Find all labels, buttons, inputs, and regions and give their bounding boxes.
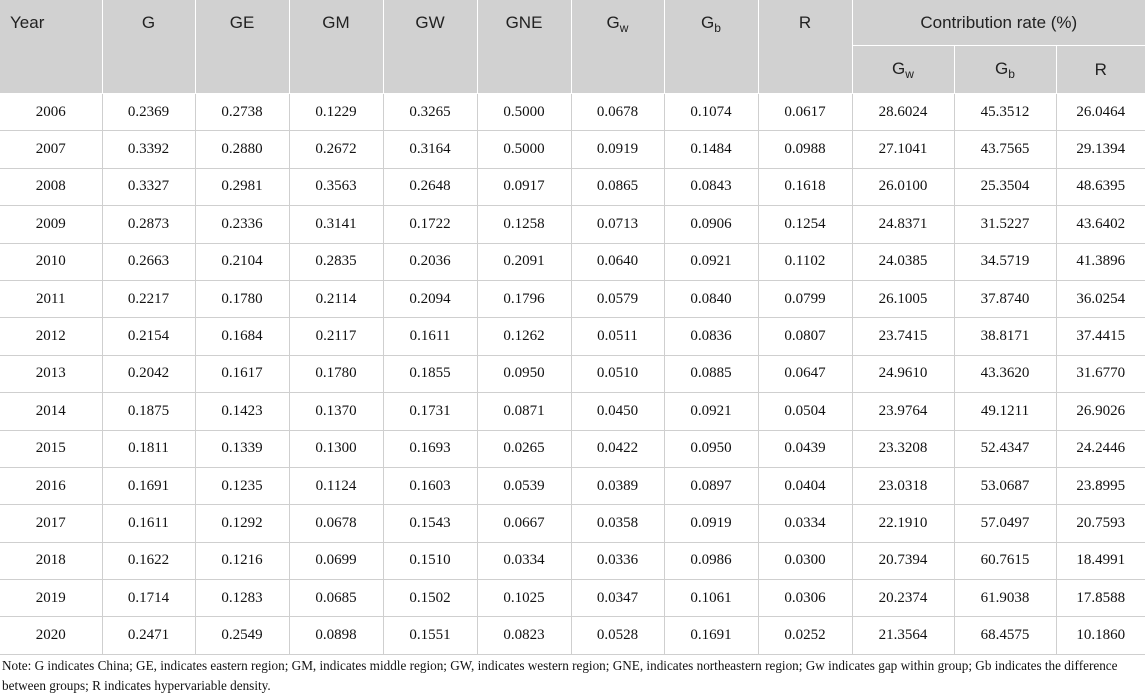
table-cell: 0.0300 (758, 542, 852, 579)
table-cell: 0.2117 (289, 318, 383, 355)
table-cell: 0.0950 (664, 430, 758, 467)
header-contribution-gb: $G_b$ (954, 46, 1056, 94)
row-year-cell: 2007 (0, 131, 102, 168)
header-gb-between: $G_b$ (664, 0, 758, 94)
table-cell: 26.0100 (852, 168, 954, 205)
table-cell: 0.0450 (571, 393, 664, 430)
table-cell: 0.3563 (289, 168, 383, 205)
table-cell: 23.3208 (852, 430, 954, 467)
table-cell: 0.0685 (289, 580, 383, 617)
table-cell: 0.1339 (195, 430, 289, 467)
table-cell: 21.3564 (852, 617, 954, 654)
header-year: Year (0, 0, 102, 94)
table-cell: 0.2094 (383, 280, 477, 317)
table-cell: 0.1684 (195, 318, 289, 355)
table-cell: 0.0640 (571, 243, 664, 280)
table-cell: 0.0807 (758, 318, 852, 355)
table-cell: 18.4991 (1056, 542, 1145, 579)
table-cell: 0.1714 (102, 580, 195, 617)
table-cell: 34.5719 (954, 243, 1056, 280)
table-cell: 31.6770 (1056, 355, 1145, 392)
table-cell: 10.1860 (1056, 617, 1145, 654)
table-cell: 0.0647 (758, 355, 852, 392)
table-cell: 0.2036 (383, 243, 477, 280)
table-cell: 0.2981 (195, 168, 289, 205)
table-cell: 0.0919 (571, 131, 664, 168)
table-cell: 0.1283 (195, 580, 289, 617)
row-year-cell: 2019 (0, 580, 102, 617)
row-year-cell: 2009 (0, 206, 102, 243)
table-cell: 0.0252 (758, 617, 852, 654)
table-cell: 26.1005 (852, 280, 954, 317)
table-cell: 57.0497 (954, 505, 1056, 542)
table-cell: 43.3620 (954, 355, 1056, 392)
header-gne: GNE (477, 0, 571, 94)
table-cell: 28.6024 (852, 94, 954, 131)
table-cell: 0.3392 (102, 131, 195, 168)
table-cell: 0.0539 (477, 467, 571, 504)
table-cell: 0.1796 (477, 280, 571, 317)
table-row (0, 505, 1145, 542)
table-cell: 37.8740 (954, 280, 1056, 317)
table-cell: 0.0871 (477, 393, 571, 430)
table-cell: 0.2217 (102, 280, 195, 317)
table-cell: 0.2369 (102, 94, 195, 131)
table-cell: 24.0385 (852, 243, 954, 280)
header-g: G (102, 0, 195, 94)
table-cell: 0.1502 (383, 580, 477, 617)
table-row (0, 168, 1145, 205)
table-cell: 0.1254 (758, 206, 852, 243)
table-cell: 0.2042 (102, 355, 195, 392)
table-cell: 41.3896 (1056, 243, 1145, 280)
table-cell: 20.7394 (852, 542, 954, 579)
row-year-cell: 2015 (0, 430, 102, 467)
table-cell: 17.8588 (1056, 580, 1145, 617)
table-cell: 0.1074 (664, 94, 758, 131)
table-cell: 23.9764 (852, 393, 954, 430)
table-cell: 0.0334 (477, 542, 571, 579)
row-year-cell: 2006 (0, 94, 102, 131)
header-contribution-gw: $G_w$ (852, 46, 954, 94)
table-cell: 20.2374 (852, 580, 954, 617)
table-row (0, 393, 1145, 430)
table-row (0, 467, 1145, 504)
table-cell: 0.0921 (664, 243, 758, 280)
table-cell: 53.0687 (954, 467, 1056, 504)
table-cell: 0.0511 (571, 318, 664, 355)
table-cell: 0.1124 (289, 467, 383, 504)
table-cell: 0.2648 (383, 168, 477, 205)
table-cell: 29.1394 (1056, 131, 1145, 168)
table-cell: 61.9038 (954, 580, 1056, 617)
table-cell: 23.7415 (852, 318, 954, 355)
table-cell: 0.1617 (195, 355, 289, 392)
table-cell: 0.3141 (289, 206, 383, 243)
table-body (0, 94, 1145, 655)
table-cell: 0.0950 (477, 355, 571, 392)
table-cell: 0.1484 (664, 131, 758, 168)
table-cell: 0.1875 (102, 393, 195, 430)
table-cell: 0.1300 (289, 430, 383, 467)
table-cell: 0.0667 (477, 505, 571, 542)
table-cell: 0.1693 (383, 430, 477, 467)
table-cell: 24.9610 (852, 355, 954, 392)
table-cell: 0.0389 (571, 467, 664, 504)
table-cell: 0.1722 (383, 206, 477, 243)
table-cell: 0.0885 (664, 355, 758, 392)
table-row (0, 580, 1145, 617)
table-cell: 0.3265 (383, 94, 477, 131)
table-cell: 0.1780 (289, 355, 383, 392)
table-cell: 31.5227 (954, 206, 1056, 243)
table-cell: 0.0510 (571, 355, 664, 392)
table-cell: 0.0988 (758, 131, 852, 168)
table-cell: 0.0265 (477, 430, 571, 467)
row-year-cell: 2020 (0, 617, 102, 654)
table-cell: 0.0334 (758, 505, 852, 542)
table-cell: 43.7565 (954, 131, 1056, 168)
row-year-cell: 2013 (0, 355, 102, 392)
header-ge: GE (195, 0, 289, 94)
table-cell: 0.0799 (758, 280, 852, 317)
table-cell: 0.2880 (195, 131, 289, 168)
table-cell: 0.1025 (477, 580, 571, 617)
table-cell: 0.0404 (758, 467, 852, 504)
row-year-cell: 2018 (0, 542, 102, 579)
table-cell: 0.0865 (571, 168, 664, 205)
table-cell: 0.1855 (383, 355, 477, 392)
table-cell: 0.0897 (664, 467, 758, 504)
table-cell: 0.0579 (571, 280, 664, 317)
table-cell: 0.1811 (102, 430, 195, 467)
table-cell: 0.2738 (195, 94, 289, 131)
table-cell: 0.1731 (383, 393, 477, 430)
table-cell: 0.0306 (758, 580, 852, 617)
table-row (0, 355, 1145, 392)
table-cell: 0.0840 (664, 280, 758, 317)
header-gm: GM (289, 0, 383, 94)
table-cell: 0.2336 (195, 206, 289, 243)
table-cell: 0.1262 (477, 318, 571, 355)
table-cell: 0.1216 (195, 542, 289, 579)
table-cell: 0.0347 (571, 580, 664, 617)
table-cell: 23.0318 (852, 467, 954, 504)
table-cell: 24.2446 (1056, 430, 1145, 467)
table-cell: 0.1292 (195, 505, 289, 542)
table-cell: 0.0836 (664, 318, 758, 355)
table-cell: 0.1780 (195, 280, 289, 317)
table-cell: 0.5000 (477, 94, 571, 131)
table-cell: 0.2154 (102, 318, 195, 355)
table-cell: 0.1258 (477, 206, 571, 243)
table-cell: 0.5000 (477, 131, 571, 168)
table-cell: 0.2672 (289, 131, 383, 168)
table-cell: 0.0528 (571, 617, 664, 654)
table-cell: 20.7593 (1056, 505, 1145, 542)
table-cell: 0.1370 (289, 393, 383, 430)
table-row (0, 131, 1145, 168)
header-gw-within: $G_w$ (571, 0, 664, 94)
table-cell: 0.2104 (195, 243, 289, 280)
table-cell: 0.1102 (758, 243, 852, 280)
table-cell: 60.7615 (954, 542, 1056, 579)
table-row (0, 617, 1145, 654)
table-cell: 45.3512 (954, 94, 1056, 131)
table-cell: 0.1603 (383, 467, 477, 504)
table-cell: 0.0823 (477, 617, 571, 654)
table-cell: 0.1510 (383, 542, 477, 579)
table-cell: 0.0986 (664, 542, 758, 579)
row-year-cell: 2017 (0, 505, 102, 542)
table-row (0, 94, 1145, 131)
table-row (0, 243, 1145, 280)
table-cell: 0.0921 (664, 393, 758, 430)
table-cell: 0.0699 (289, 542, 383, 579)
table-row (0, 430, 1145, 467)
row-year-cell: 2008 (0, 168, 102, 205)
table-cell: 22.1910 (852, 505, 954, 542)
table-note: Note: G indicates China; GE, indicates eastern region; GM, indicates middle region; GW, indicates western region; GNE, indicates northeastern region; Gw indicates gap within group; Gb indicates the difference between groups; R indicates hypervariable density. (2, 658, 1118, 693)
table-cell: 0.1691 (102, 467, 195, 504)
table-cell: 0.0617 (758, 94, 852, 131)
table-cell: 0.0917 (477, 168, 571, 205)
table-cell: 26.9026 (1056, 393, 1145, 430)
table-cell: 0.0713 (571, 206, 664, 243)
table-cell: 0.2471 (102, 617, 195, 654)
row-year-cell: 2011 (0, 280, 102, 317)
header-gw: GW (383, 0, 477, 94)
table-cell: 0.1543 (383, 505, 477, 542)
table-cell: 25.3504 (954, 168, 1056, 205)
table-cell: 38.8171 (954, 318, 1056, 355)
table-cell: 0.1611 (102, 505, 195, 542)
row-year-cell: 2014 (0, 393, 102, 430)
table-cell: 27.1041 (852, 131, 954, 168)
table-cell: 0.2873 (102, 206, 195, 243)
row-year-cell: 2012 (0, 318, 102, 355)
table-cell: 36.0254 (1056, 280, 1145, 317)
table-cell: 0.1061 (664, 580, 758, 617)
table-header (0, 0, 1145, 94)
table-cell: 0.1229 (289, 94, 383, 131)
table-cell: 0.1551 (383, 617, 477, 654)
table-cell: 24.8371 (852, 206, 954, 243)
table-cell: 0.0678 (289, 505, 383, 542)
header-contribution-rate: Contribution rate (%) (852, 0, 1145, 46)
table-cell: 0.1691 (664, 617, 758, 654)
row-year-cell: 2010 (0, 243, 102, 280)
table-cell: 43.6402 (1056, 206, 1145, 243)
table-cell: 49.1211 (954, 393, 1056, 430)
table-cell: 68.4575 (954, 617, 1056, 654)
table-cell: 0.0843 (664, 168, 758, 205)
table-cell: 0.0919 (664, 505, 758, 542)
table-row (0, 206, 1145, 243)
table-cell: 37.4415 (1056, 318, 1145, 355)
table-cell: 0.2091 (477, 243, 571, 280)
table-cell: 0.2835 (289, 243, 383, 280)
table-cell: 0.1423 (195, 393, 289, 430)
table-cell: 0.0336 (571, 542, 664, 579)
row-year-cell: 2016 (0, 467, 102, 504)
table-row (0, 318, 1145, 355)
table-cell: 0.0422 (571, 430, 664, 467)
table-cell: 23.8995 (1056, 467, 1145, 504)
table-cell: 0.0678 (571, 94, 664, 131)
table-cell: 48.6395 (1056, 168, 1145, 205)
table-cell: 0.1622 (102, 542, 195, 579)
table-cell: 0.2549 (195, 617, 289, 654)
table-cell: 0.2114 (289, 280, 383, 317)
header-r: R (758, 0, 852, 94)
table-row (0, 542, 1145, 579)
table-cell: 26.0464 (1056, 94, 1145, 131)
table-cell: 0.1235 (195, 467, 289, 504)
table-cell: 52.4347 (954, 430, 1056, 467)
table-row (0, 280, 1145, 317)
table-cell: 0.2663 (102, 243, 195, 280)
table-cell: 0.0906 (664, 206, 758, 243)
table-cell: 0.3164 (383, 131, 477, 168)
table-cell: 0.3327 (102, 168, 195, 205)
header-contribution-r: R (1056, 46, 1145, 94)
table-cell: 0.0504 (758, 393, 852, 430)
table-cell: 0.0898 (289, 617, 383, 654)
table-cell: 0.1618 (758, 168, 852, 205)
table-cell: 0.1611 (383, 318, 477, 355)
table-cell: 0.0358 (571, 505, 664, 542)
table-cell: 0.0439 (758, 430, 852, 467)
